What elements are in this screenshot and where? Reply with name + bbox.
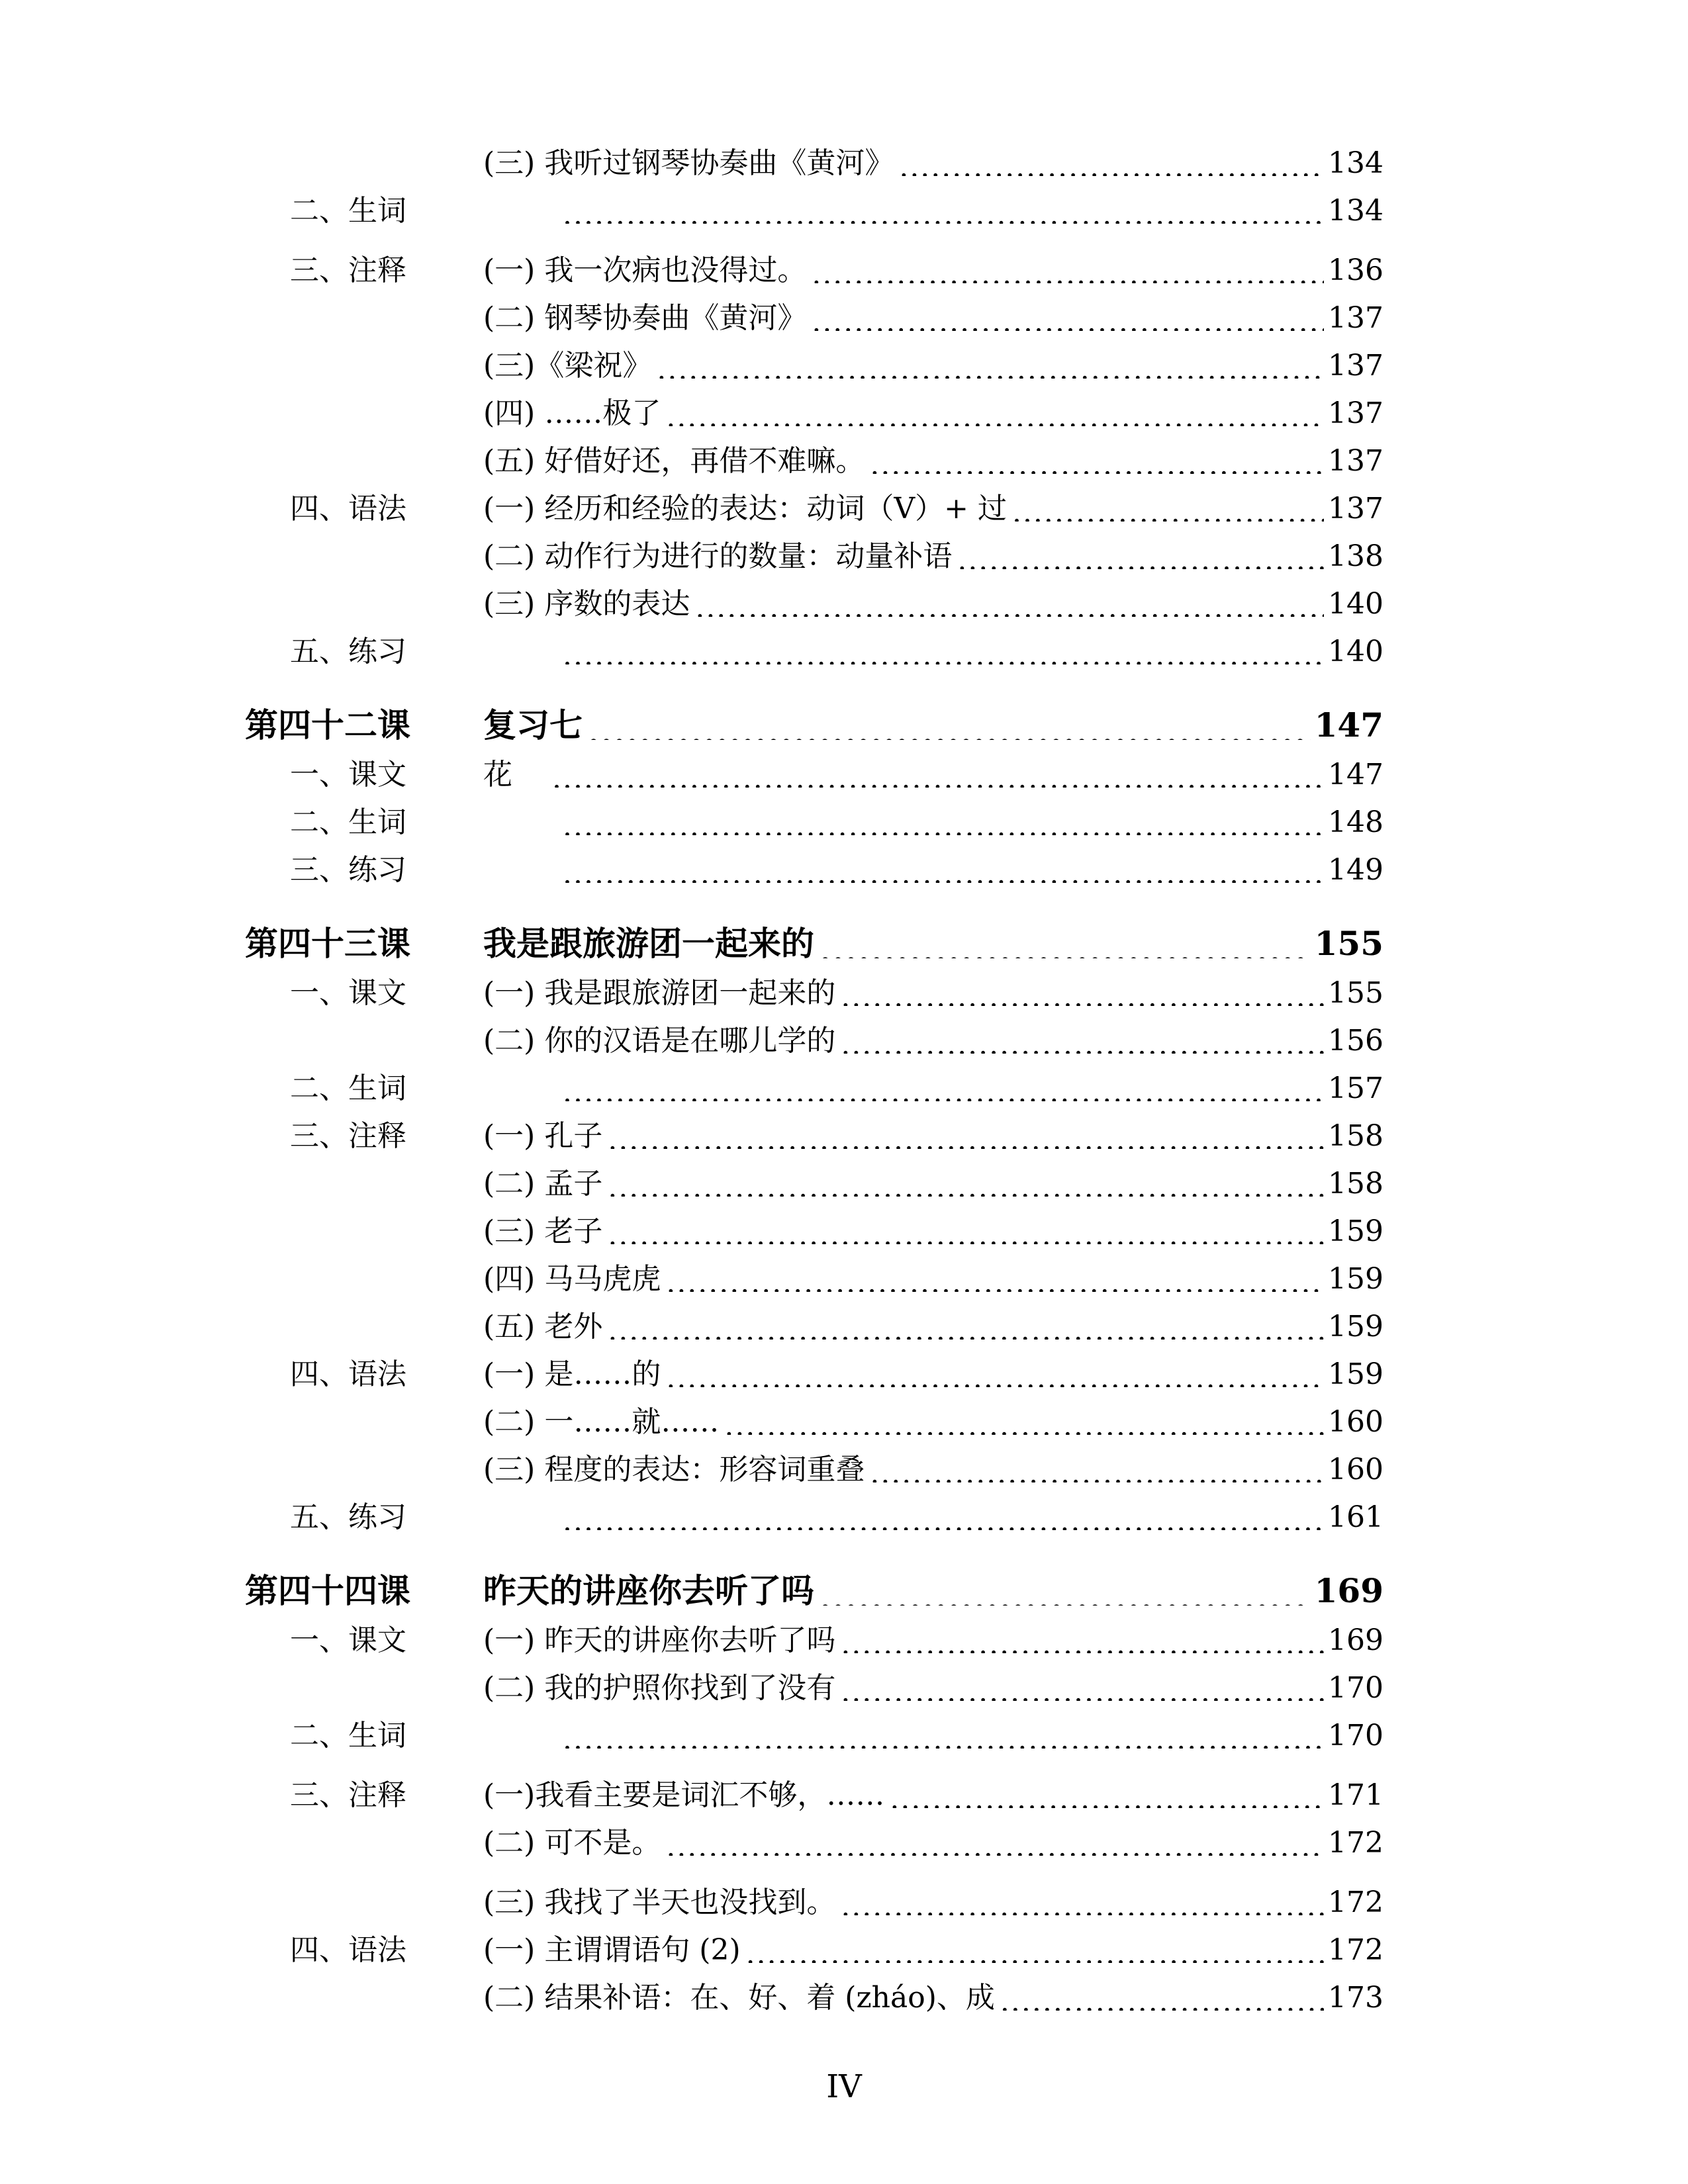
toc-page-number: 136 <box>1328 253 1383 287</box>
toc-lesson-row <box>245 904 1383 968</box>
toc-entry-title: (二) 孟子 <box>483 1167 603 1201</box>
toc-page-number: 158 <box>1328 1119 1383 1153</box>
dot-leader <box>899 150 1324 176</box>
toc-row <box>245 1972 1383 2020</box>
toc-page-number: 147 <box>1314 705 1383 745</box>
toc-row <box>245 1710 1383 1758</box>
toc-row <box>245 483 1383 531</box>
toc-row <box>245 138 1383 185</box>
toc-row <box>245 1206 1383 1253</box>
toc-row <box>245 1158 1383 1206</box>
toc-entry-title: (一) 主谓谓语句 (2) <box>483 1933 741 1967</box>
toc-section: 四、语法 <box>290 1357 406 1391</box>
toc-page-number: 161 <box>1328 1500 1383 1534</box>
toc-section: 一、课文 <box>290 758 406 792</box>
toc-entry-title: (二) 可不是。 <box>483 1826 661 1860</box>
toc-page-number: 169 <box>1314 1571 1383 1610</box>
toc-row <box>245 340 1383 388</box>
toc-row <box>245 844 1383 892</box>
toc-entry-title: (二) 我的护照你找到了没有 <box>483 1671 836 1705</box>
toc-page-number: 148 <box>1328 805 1383 839</box>
toc-entry-title: (一) 昨天的讲座你去听了吗 <box>483 1623 836 1657</box>
toc-lesson-title: 我是跟旅游团一起来的 <box>483 924 814 963</box>
toc-lesson-row <box>245 686 1383 749</box>
toc-section: 五、练习 <box>290 635 406 668</box>
toc-row <box>245 626 1383 674</box>
dot-leader <box>563 197 1324 224</box>
toc-lesson-number: 第四十二课 <box>245 705 410 745</box>
toc-page-number: 155 <box>1314 924 1383 963</box>
toc-row <box>245 1301 1383 1349</box>
toc-lesson-row <box>245 1551 1383 1615</box>
toc-page-number: 147 <box>1328 758 1383 792</box>
dot-leader <box>890 1782 1324 1808</box>
toc-row <box>245 1349 1383 1396</box>
toc-page-number: 173 <box>1328 1981 1383 2015</box>
dot-leader <box>608 1122 1324 1149</box>
dot-leader <box>746 1936 1324 1963</box>
toc-page-number: 172 <box>1328 1826 1383 1860</box>
toc-entry-title: (一) 我是跟旅游团一起来的 <box>483 976 836 1010</box>
toc-row <box>245 1111 1383 1158</box>
toc-row <box>245 1925 1383 1972</box>
toc-row <box>245 233 1383 293</box>
dot-leader <box>552 761 1324 788</box>
toc-entry-title: (三) 序数的表达 <box>483 587 690 621</box>
toc-entry-title: (一) 是……的 <box>483 1357 661 1391</box>
dot-leader <box>812 304 1324 331</box>
toc-page-number: 160 <box>1328 1405 1383 1439</box>
toc-row <box>245 1758 1383 1817</box>
toc-page-number: 138 <box>1328 539 1383 573</box>
toc-page-number: 140 <box>1328 587 1383 621</box>
toc-entry-title: (五) 好借好还，再借不难嘛。 <box>483 444 865 478</box>
toc-entry-title: (三) 我听过钢琴协奏曲《黄河》 <box>483 146 894 180</box>
toc-row <box>245 1444 1383 1492</box>
toc-section: 二、生词 <box>290 805 406 839</box>
toc-page-number: 137 <box>1328 301 1383 335</box>
dot-leader <box>563 1504 1324 1530</box>
toc-row <box>245 293 1383 340</box>
toc-page-number: 159 <box>1328 1214 1383 1248</box>
toc-row <box>245 1253 1383 1301</box>
dot-leader <box>657 352 1324 379</box>
toc-row <box>245 797 1383 844</box>
dot-leader <box>666 1265 1324 1292</box>
toc-page-number: 137 <box>1328 396 1383 430</box>
dot-leader <box>870 1456 1324 1482</box>
toc-entry-title: (一) 孔子 <box>483 1119 603 1153</box>
toc-section: 五、练习 <box>290 1500 406 1534</box>
dot-leader <box>666 1361 1324 1387</box>
toc-row <box>245 185 1383 233</box>
toc-entry-title: (二) 结果补语：在、好、着 (zháo)、成 <box>483 1981 995 2015</box>
toc-page-number: 140 <box>1328 635 1383 668</box>
toc-page-number: 156 <box>1328 1024 1383 1058</box>
toc-row <box>245 1865 1383 1925</box>
toc-page-number: 137 <box>1328 349 1383 383</box>
dot-leader <box>588 713 1311 740</box>
toc-section: 三、练习 <box>290 853 406 887</box>
dot-leader <box>820 932 1311 958</box>
dot-leader <box>563 1722 1324 1749</box>
dot-leader <box>1000 1984 1324 2011</box>
toc-entry-title: (一)我看主要是词汇不够，…… <box>483 1778 885 1812</box>
dot-leader <box>841 1627 1324 1653</box>
toc-page-number: 160 <box>1328 1453 1383 1486</box>
dot-leader <box>666 400 1324 426</box>
toc-entry-title: (五) 老外 <box>483 1310 603 1343</box>
dot-leader <box>666 1829 1324 1856</box>
dot-leader <box>957 543 1324 569</box>
toc-row <box>245 1063 1383 1111</box>
dot-leader <box>608 1170 1324 1197</box>
toc-page-number: 149 <box>1328 853 1383 887</box>
toc-page-number: 171 <box>1328 1778 1383 1812</box>
toc-entry-title: (二) 你的汉语是在哪儿学的 <box>483 1024 836 1058</box>
toc-page-number: 172 <box>1328 1886 1383 1919</box>
dot-leader <box>608 1218 1324 1244</box>
dot-leader <box>563 856 1324 883</box>
toc-row <box>245 1615 1383 1662</box>
toc-entry-title: (二) 钢琴协奏曲《黄河》 <box>483 301 807 335</box>
toc-lesson-title: 昨天的讲座你去听了吗 <box>483 1571 814 1610</box>
toc-row <box>245 435 1383 483</box>
toc-page-number: 170 <box>1328 1671 1383 1705</box>
dot-leader <box>841 1027 1324 1054</box>
toc-section: 四、语法 <box>290 1933 406 1967</box>
toc-page-number: 137 <box>1328 492 1383 525</box>
toc-row <box>245 1662 1383 1710</box>
toc-page-number: 134 <box>1328 194 1383 228</box>
dot-leader <box>563 638 1324 664</box>
dot-leader <box>1012 495 1324 522</box>
toc-row <box>245 1492 1383 1539</box>
toc-page-number: 170 <box>1328 1719 1383 1752</box>
dot-leader <box>812 257 1324 283</box>
toc-entry-title: (三) 程度的表达：形容词重叠 <box>483 1453 865 1486</box>
dot-leader <box>870 447 1324 474</box>
toc-page-number: 159 <box>1328 1357 1383 1391</box>
page-footer-number: IV <box>826 2068 862 2105</box>
toc-page-number: 158 <box>1328 1167 1383 1201</box>
toc-section: 三、注释 <box>290 1119 406 1153</box>
toc-page-number: 137 <box>1328 444 1383 478</box>
dot-leader <box>563 1075 1324 1101</box>
toc-entry-title: (三) 老子 <box>483 1214 603 1248</box>
dot-leader <box>563 809 1324 835</box>
toc-page-number: 159 <box>1328 1262 1383 1296</box>
toc-section: 四、语法 <box>290 492 406 525</box>
toc-entry-title: (二) 一……就…… <box>483 1405 720 1439</box>
toc-row <box>245 531 1383 578</box>
dot-leader <box>724 1408 1324 1435</box>
toc-entry-title: (二) 动作行为进行的数量：动量补语 <box>483 539 953 573</box>
toc-page-number: 155 <box>1328 976 1383 1010</box>
table-of-contents <box>245 138 1383 2020</box>
toc-section: 三、注释 <box>290 1778 406 1812</box>
toc-row <box>245 1015 1383 1063</box>
toc-entry-title: (一) 经历和经验的表达：动词（V）+ 过 <box>483 492 1007 525</box>
toc-entry-title: (三) 我找了半天也没找到。 <box>483 1886 836 1919</box>
toc-page-number: 172 <box>1328 1933 1383 1967</box>
toc-section: 二、生词 <box>290 1071 406 1105</box>
toc-row <box>245 578 1383 626</box>
toc-row <box>245 1396 1383 1444</box>
dot-leader <box>841 1889 1324 1915</box>
toc-entry-title: (一) 我一次病也没得过。 <box>483 253 807 287</box>
toc-entry-title: (四) ……极了 <box>483 396 661 430</box>
dot-leader <box>841 1674 1324 1701</box>
toc-row <box>245 388 1383 435</box>
toc-section: 一、课文 <box>290 1623 406 1657</box>
toc-page-number: 159 <box>1328 1310 1383 1343</box>
toc-page-number: 157 <box>1328 1071 1383 1105</box>
toc-entry-title: 花 <box>483 758 512 792</box>
toc-page-number: 134 <box>1328 146 1383 180</box>
dot-leader <box>695 590 1324 617</box>
toc-row <box>245 749 1383 797</box>
dot-leader <box>841 979 1324 1006</box>
toc-row <box>245 1817 1383 1865</box>
dot-leader <box>608 1313 1324 1340</box>
toc-section: 一、课文 <box>290 976 406 1010</box>
toc-entry-title: (三)《梁祝》 <box>483 349 652 383</box>
toc-lesson-number: 第四十四课 <box>245 1571 410 1610</box>
toc-lesson-title: 复习七 <box>483 705 583 745</box>
toc-page-number: 169 <box>1328 1623 1383 1657</box>
toc-entry-title: (四) 马马虎虎 <box>483 1262 661 1296</box>
toc-section: 二、生词 <box>290 194 406 228</box>
toc-section: 二、生词 <box>290 1719 406 1752</box>
dot-leader <box>820 1579 1311 1606</box>
toc-lesson-number: 第四十三课 <box>245 924 410 963</box>
toc-row <box>245 968 1383 1015</box>
toc-section: 三、注释 <box>290 253 406 287</box>
